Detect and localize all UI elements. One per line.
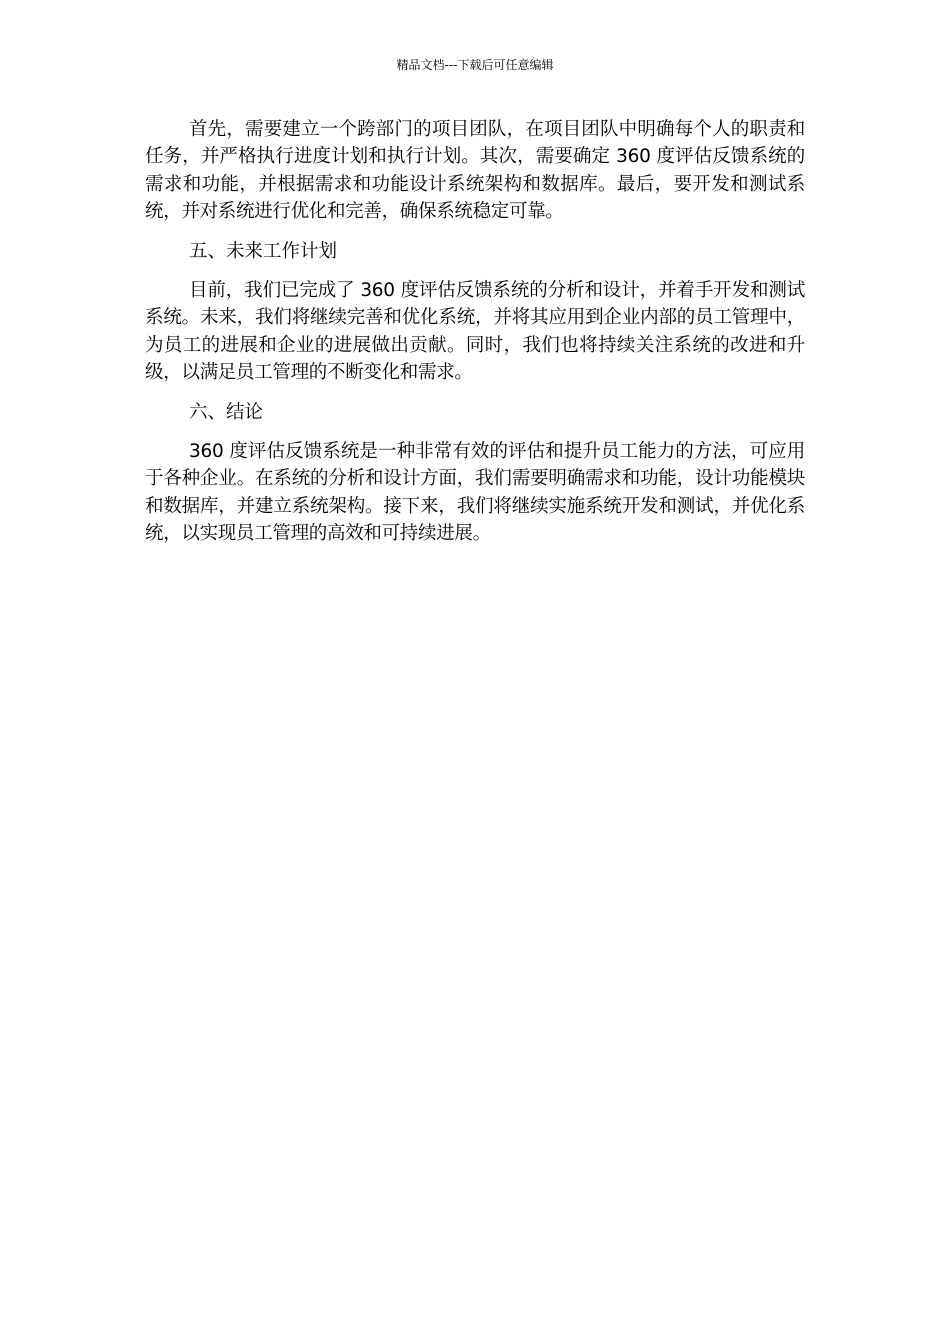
section-heading-future-plan: 五、未来工作计划 [189, 240, 338, 262]
section-heading-conclusion: 六、结论 [189, 401, 264, 423]
paragraph-future-plan: 目前，我们已完成了 360 度评估反馈系统的分析和设计，并着手开发和测试系统。未来，我们将继续完善和优化系统，并将其应用到企业内部的员工管理中，为员工的进展和企业的进展做出贡献。同时，我们也将持续关注系统的改进和升级，以满足员工管理的不断变化和需求。 [145, 280, 805, 384]
document-body [145, 116, 805, 560]
paragraph-conclusion: 360 度评估反馈系统是一种非常有效的评估和提升员工能力的方法，可应用于各种企业。在系统的分析和设计方面，我们需要明确需求和功能，设计功能模块和数据库，并建立系统架构。接下来，我们将继续实施系统开发和测试，并优化系统，以实现员工管理的高效和可持续进展。 [145, 441, 805, 545]
paragraph-implementation: 首先，需要建立一个跨部门的项目团队，在项目团队中明确每个人的职责和任务，并严格执行进度计划和执行计划。其次，需要确定 360 度评估反馈系统的需求和功能，并根据需求和功能设计系统架构和数据库。最后，要开发和测试系统，并对系统进行优化和完善，确保系统稳定可靠。 [145, 119, 805, 223]
page-header: 精品文档---下载后可任意编辑 [396, 58, 554, 72]
